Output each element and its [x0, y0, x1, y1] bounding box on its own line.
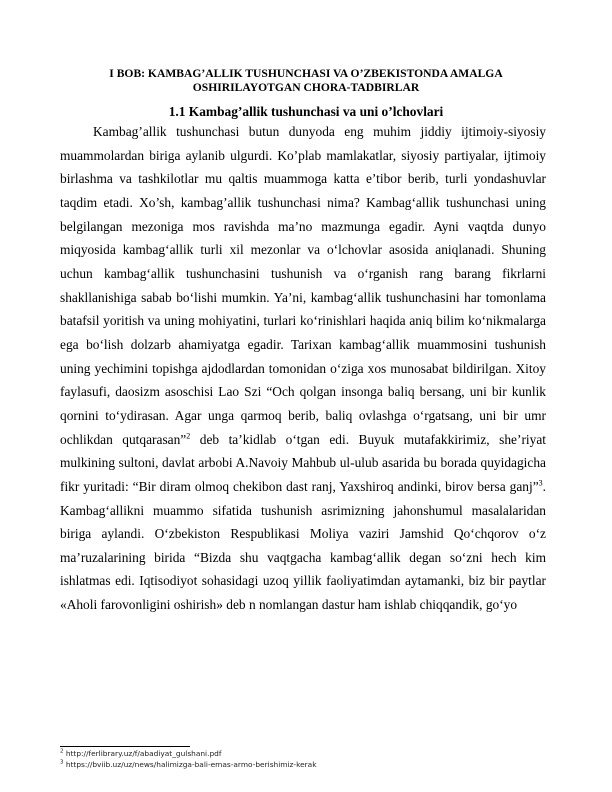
footnote-2 — [60, 749, 540, 758]
body-text — [60, 120, 546, 617]
chapter-title: I BOB: KAMBAG’ALLIK TUSHUNCHASI VA O’ZBEKISTONDA AMALGA OSHIRILAYOTGAN CHORA-TADBIRLAR — [109, 67, 503, 94]
footnote-link[interactable]: http://ferlibrary.uz/f/abadiyat_gulshani.pdf — [63, 749, 222, 758]
footnote-3 — [60, 760, 540, 769]
paragraph-text-b: deb ta’kidlab o‘tgan edi. Buyuk mutafakkirimiz, she’riyat mulkining sultoni, davlat arbobi A.Navoiy Mahbub ul-ulub asarida bu borada quyidagicha fikr yuritadi: “Bir diram olmoq chekibon dast ranj, Yaxshiroq andinki, birov bersa ganj” — [60, 431, 546, 494]
footnote-number: 3 — [60, 759, 64, 766]
footnote-link[interactable]: https://bviib.uz/uz/news/halimizga-bali-emas-armo-berishimiz-kerak — [63, 760, 317, 769]
footnote-number: 2 — [60, 748, 64, 755]
paragraph-text-a: Kambag’allik tushunchasi butun dunyoda eng muhim jiddiy ijtimoiy-siyosiy muammolardan biriga aylanib ulgurdi. Ko’plab mamlakatlar, siyosiy partiyalar, ijtimoiy birlashma va tashkilotlar mu qaltis muammoga katta e’tibor berib, turli yondashuvlar taqdim etadi. Xo’sh, kambag’allik tushunchasi nima? Kambag‘allik tushunchasi uning belgilangan mezoniga mos ravishda ma’no mazmunga egadir. Ayni vaqtda dunyo miqyosida kambag‘allik turli xil mezonlar va o‘lchovlar asosida aniqlanadi. Shuning uchun kambag‘allik tushunchasini tushunish va o‘rganish rang barang fikrlarni shakllanishiga sabab bo‘lishi mumkin. Ya’ni, kambag‘allik tushunchasini har tomonlama batafsil yoritish va uning mohiyatini, turlari ko‘rinishlari haqida aniq bilim ko‘nikmalarga ega bo‘lish dolzarb ahamiyatga egadir. Tarixan kambag‘allik muammosini tushunish uning yechimini topishga ajdodlardan tomonidan o‘ziga xos munosabat bildirilgan. Xitoy faylasufi, daosizm asoschisi Lao Szi “Och qolgan insonga baliq bersang, uni bir kunlik qornini to‘ydirasan. Agar unga qarmoq berib, baliq ovlashga o‘rgatsang, uni bir umr ochlikdan qutqarasan” — [60, 124, 546, 447]
footnote-separator — [60, 746, 190, 747]
paragraph-text-c: . Kambag‘allikni muammo sifatida tushunish asrimizning jahonshumul masalalaridan biriga aylandi. O‘zbekiston Respublikasi Moliya vaziri Jamshid Qo‘chqorov o‘z ma’ruzalarining birida “Bizda shu vaqtgacha kambag‘allik degan so‘zni hech kim ishlatmas edi. Iqtisodiyot sohasidagi uzoq yillik faoliyatimdan aytamanki, biz bir paytlar «Aholi farovonligini oshirish» deb n nomlangan dastur ham ishlab chiqqandik, go‘yo — [60, 478, 546, 613]
section-title: 1.1 Kambag’allik tushunchasi va uni o’lchovlari — [168, 104, 444, 119]
footnote-ref-3[interactable]: 3 — [538, 478, 543, 488]
paragraph — [60, 120, 546, 617]
footnote-ref-2[interactable]: 2 — [186, 431, 191, 441]
